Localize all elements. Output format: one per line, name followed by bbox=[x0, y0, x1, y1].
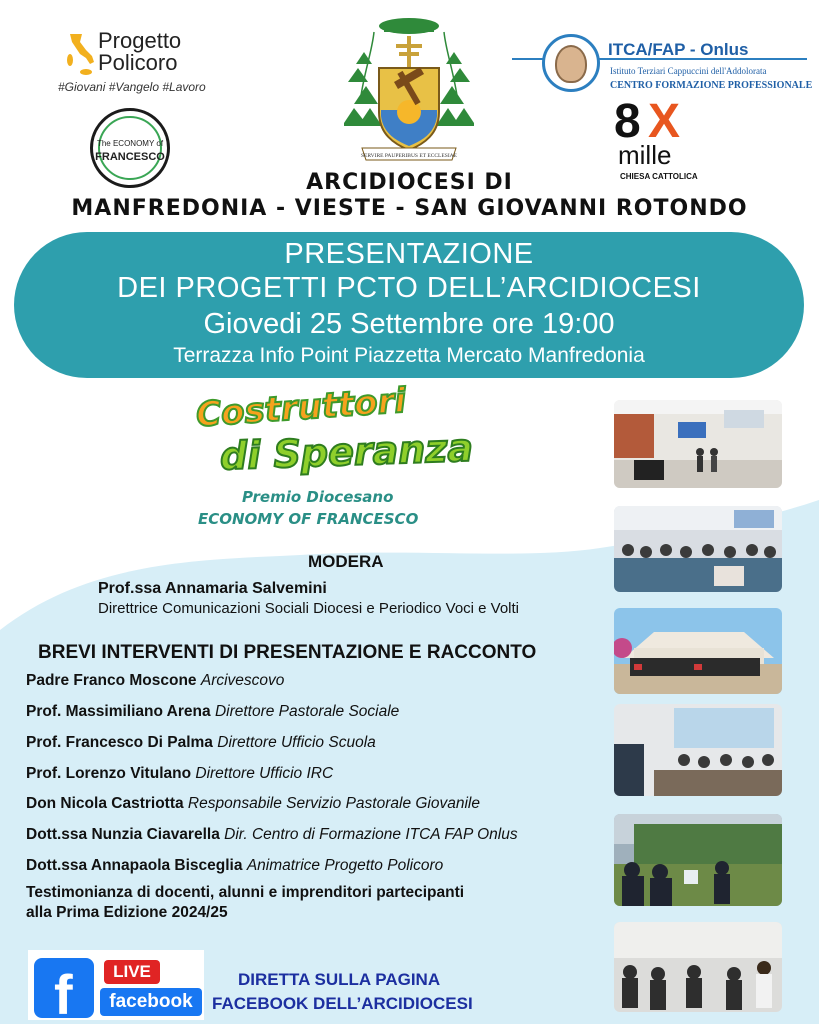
friar-portrait-icon bbox=[555, 45, 587, 83]
speaker-item bbox=[26, 795, 480, 813]
event-photo bbox=[614, 814, 782, 906]
archdiocese-title-line1: ARCIDIOCESI DI bbox=[306, 170, 513, 195]
speaker-role: Dir. Centro di Formazione ITCA FAP Onlus bbox=[224, 826, 518, 843]
itca-fap-logo bbox=[512, 30, 813, 100]
speranza-word: di Speranza bbox=[219, 425, 474, 479]
facebook-f-letter: f bbox=[54, 963, 73, 1024]
costruttori-di-speranza-logo bbox=[180, 380, 480, 538]
archdiocese-title-line2: MANFREDONIA - VIESTE - SAN GIOVANNI ROTONDO bbox=[71, 196, 748, 221]
progetto-policoro-logo bbox=[58, 28, 228, 96]
economy-logo-line2: FRANCESCO bbox=[95, 151, 165, 163]
policoro-title-line1: Progetto bbox=[98, 28, 182, 53]
speaker-item bbox=[26, 765, 333, 783]
policoro-tags bbox=[58, 80, 206, 94]
event-photo bbox=[614, 400, 782, 488]
speaker-item bbox=[26, 826, 518, 844]
speaker-name: Prof. Francesco Di Palma bbox=[26, 734, 213, 751]
speaker-role: Direttore Ufficio IRC bbox=[195, 765, 334, 782]
event-photo bbox=[614, 608, 782, 694]
speaker-item bbox=[26, 672, 284, 690]
moderator-role: Direttrice Comunicazioni Sociali Diocesi e Periodico Voci e Volti bbox=[98, 600, 520, 617]
live-badge: LIVE bbox=[104, 960, 160, 984]
facebook-live-badge bbox=[28, 950, 204, 1024]
diretta-line1: DIRETTA SULLA PAGINA bbox=[238, 970, 441, 989]
speaker-item bbox=[26, 734, 376, 752]
banner-date: Giovedi 25 Settembre ore 19:00 bbox=[203, 308, 615, 340]
speaker-name: Dott.ssa Nunzia Ciavarella bbox=[26, 826, 220, 843]
italy-map-icon bbox=[64, 32, 96, 76]
costruttori-word: Costruttori bbox=[194, 380, 408, 436]
speaker-name: Prof. Lorenzo Vitulano bbox=[26, 765, 192, 782]
moderator-heading: MODERA bbox=[308, 552, 384, 571]
premio-economy: ECONOMY OF FRANCESCO bbox=[198, 510, 419, 528]
speaker-item bbox=[26, 857, 443, 875]
speaker-role: Responsabile Servizio Pastorale Giovanile bbox=[187, 795, 480, 812]
economy-logo-line1: The ECONOMY of bbox=[96, 139, 164, 148]
testimonianza-line2: alla Prima Edizione 2024/25 bbox=[26, 904, 228, 921]
moderator-name: Prof.ssa Annamaria Salvemini bbox=[98, 580, 327, 597]
event-photo bbox=[614, 506, 782, 592]
itca-subtitle: Istituto Terziari Cappuccini dell'Addolorata bbox=[610, 66, 767, 76]
diretta-line2: FACEBOOK DELL’ARCIDIOCESI bbox=[212, 994, 473, 1013]
testimonianza-line1: Testimonianza di docenti, alunni e imprenditori partecipanti bbox=[26, 884, 465, 901]
itca-centro: CENTRO FORMAZIONE PROFESSIONALE bbox=[610, 80, 813, 91]
speaker-role: Animatrice Progetto Policoro bbox=[246, 857, 444, 874]
speaker-role: Direttore Pastorale Sociale bbox=[214, 703, 400, 720]
speaker-role: Arcivescovo bbox=[200, 672, 285, 689]
banner-location: Terrazza Info Point Piazzetta Mercato Manfredonia bbox=[173, 344, 645, 367]
event-banner bbox=[14, 232, 804, 378]
ottox-eight: 8 bbox=[614, 95, 641, 148]
policoro-tag: #Vangelo bbox=[108, 80, 159, 94]
speaker-name: Dott.ssa Annapaola Bisceglia bbox=[26, 857, 243, 874]
speaker-name: Padre Franco Moscone bbox=[26, 672, 197, 689]
ottox-x: X bbox=[648, 95, 681, 148]
policoro-title-line2: Policoro bbox=[98, 50, 178, 75]
banner-line1: PRESENTAZIONE bbox=[284, 238, 534, 270]
event-photo bbox=[614, 922, 782, 1012]
facebook-wordmark: facebook bbox=[100, 988, 202, 1016]
speaker-item bbox=[26, 703, 399, 721]
itca-medal-icon bbox=[542, 34, 600, 92]
speakers-heading: BREVI INTERVENTI DI PRESENTAZIONE E RACCONTO bbox=[38, 642, 537, 663]
premio-diocesano: Premio Diocesano bbox=[242, 488, 394, 506]
itca-name: ITCA/FAP - Onlus bbox=[608, 40, 749, 59]
policoro-tag: #Giovani bbox=[58, 80, 106, 94]
event-photo bbox=[614, 704, 782, 796]
ottox-chiesa-cattolica: CHIESA CATTOLICA bbox=[620, 172, 698, 181]
crest-icon bbox=[344, 12, 474, 170]
crest-motto: SERVIRE PAUPERIBUS ET ECCLESIAE bbox=[361, 153, 457, 159]
speaker-name: Don Nicola Castriotta bbox=[26, 795, 184, 812]
facebook-icon bbox=[34, 958, 94, 1024]
policoro-tag: #Lavoro bbox=[162, 80, 206, 94]
speaker-name: Prof. Massimiliano Arena bbox=[26, 703, 211, 720]
archdiocese-crest bbox=[344, 12, 474, 170]
banner-line2: DEI PROGETTI PCTO DELL’ARCIDIOCESI bbox=[117, 272, 701, 304]
ottox-mille: mille bbox=[618, 140, 672, 170]
speaker-role: Direttore Ufficio Scuola bbox=[217, 734, 376, 751]
